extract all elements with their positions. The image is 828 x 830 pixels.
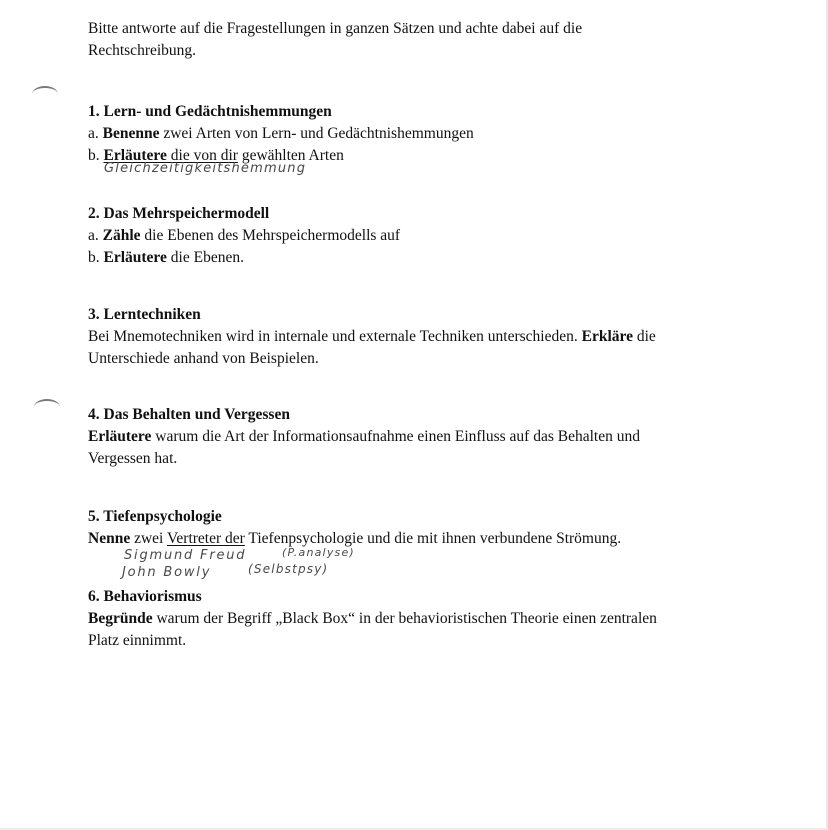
question-6-heading: 6. Behaviorismus: [88, 588, 202, 605]
task-b-text-end: gewählten Arten: [237, 147, 344, 164]
question-3-text: Bei Mnemotechniken wird in internale und externale Techniken unterschieden.: [88, 328, 582, 345]
question-5-text-underlined: Vertreter der: [166, 530, 245, 547]
question-6: [88, 586, 768, 652]
question-3-text-end: die: [632, 328, 656, 345]
handwritten-answer-q5-name-2: John Bowly: [122, 565, 212, 580]
handwritten-answer-q5-note-1: (P.analyse): [282, 546, 355, 559]
question-2: [88, 203, 768, 269]
question-1-heading: 1. Lern- und Gedächtnishemmungen: [88, 103, 332, 120]
question-5-verb: Nenne: [88, 530, 131, 547]
question-6-text-line-1: [88, 608, 768, 630]
question-4-text: warum die Art der Informationsaufnahme einen Einfluss auf das Behalten und: [151, 428, 640, 445]
question-2-task-b: [88, 247, 768, 269]
question-3-verb: Erkläre: [581, 328, 633, 345]
question-4-verb: Erläutere: [88, 428, 152, 445]
question-5: [88, 506, 768, 550]
handwritten-answer-q5-name-1: Sigmund Freud: [124, 548, 247, 563]
handwritten-answer-q5-note-2: (Selbstpsy): [248, 562, 329, 576]
task-a-prefix: a.: [88, 125, 103, 142]
task-b-text: die: [166, 147, 194, 164]
task-a-prefix: a.: [88, 227, 103, 244]
question-4-text-line-2: Vergessen hat.: [88, 450, 178, 467]
question-1-task-a: [88, 123, 768, 145]
question-3-text-line-2: Unterschiede anhand von Beispielen.: [88, 350, 319, 367]
task-a-text: zwei Arten von Lern- und Gedächtnishemmungen: [159, 125, 474, 142]
question-3: [88, 304, 768, 370]
question-4-text-line-1: [88, 426, 768, 448]
question-5-text-plain: zwei: [130, 530, 167, 547]
instructions-line-1: Bitte antworte auf die Fragestellungen in ganzen Sätzen und achte dabei auf die: [88, 20, 583, 37]
punch-hole-mark-top: [32, 86, 58, 102]
question-5-text-end: Tiefenpsychologie und die mit ihnen verbundene Strömung.: [244, 530, 622, 547]
task-a-text: die Ebenen des Mehrspeichermodells auf: [140, 227, 401, 244]
question-3-text-line-1: [88, 326, 768, 348]
task-b-verb: Erläutere: [103, 249, 167, 266]
task-a-verb: Benenne: [102, 125, 160, 142]
instructions-line-2: Rechtschreibung.: [88, 42, 197, 59]
question-4-heading: 4. Das Behalten und Vergessen: [88, 406, 290, 423]
question-6-verb: Begründe: [88, 610, 153, 627]
task-b-prefix: b.: [88, 147, 104, 164]
task-b-text: die Ebenen.: [166, 249, 244, 266]
question-6-text-line-2: Platz einnimmt.: [88, 632, 187, 649]
task-b-prefix: b.: [88, 249, 104, 266]
question-4: [88, 404, 768, 470]
question-5-heading: 5. Tiefenpsychologie: [88, 508, 222, 525]
question-6-text: warum der Begriff „Black Box“ in der behavioristischen Theorie einen zentralen: [152, 610, 657, 627]
task-a-verb: Zähle: [102, 227, 141, 244]
task-b-underlined: von dir: [193, 147, 238, 164]
instructions: [88, 18, 768, 62]
question-2-heading: 2. Das Mehrspeichermodell: [88, 205, 270, 222]
handwritten-answer-q1: Gleichzeitigkeitshemmung: [104, 161, 307, 176]
task-b-verb: Erläutere: [103, 147, 167, 164]
punch-hole-mark-middle: [34, 399, 60, 415]
question-3-heading: 3. Lerntechniken: [88, 306, 201, 323]
question-2-task-a: [88, 225, 768, 247]
